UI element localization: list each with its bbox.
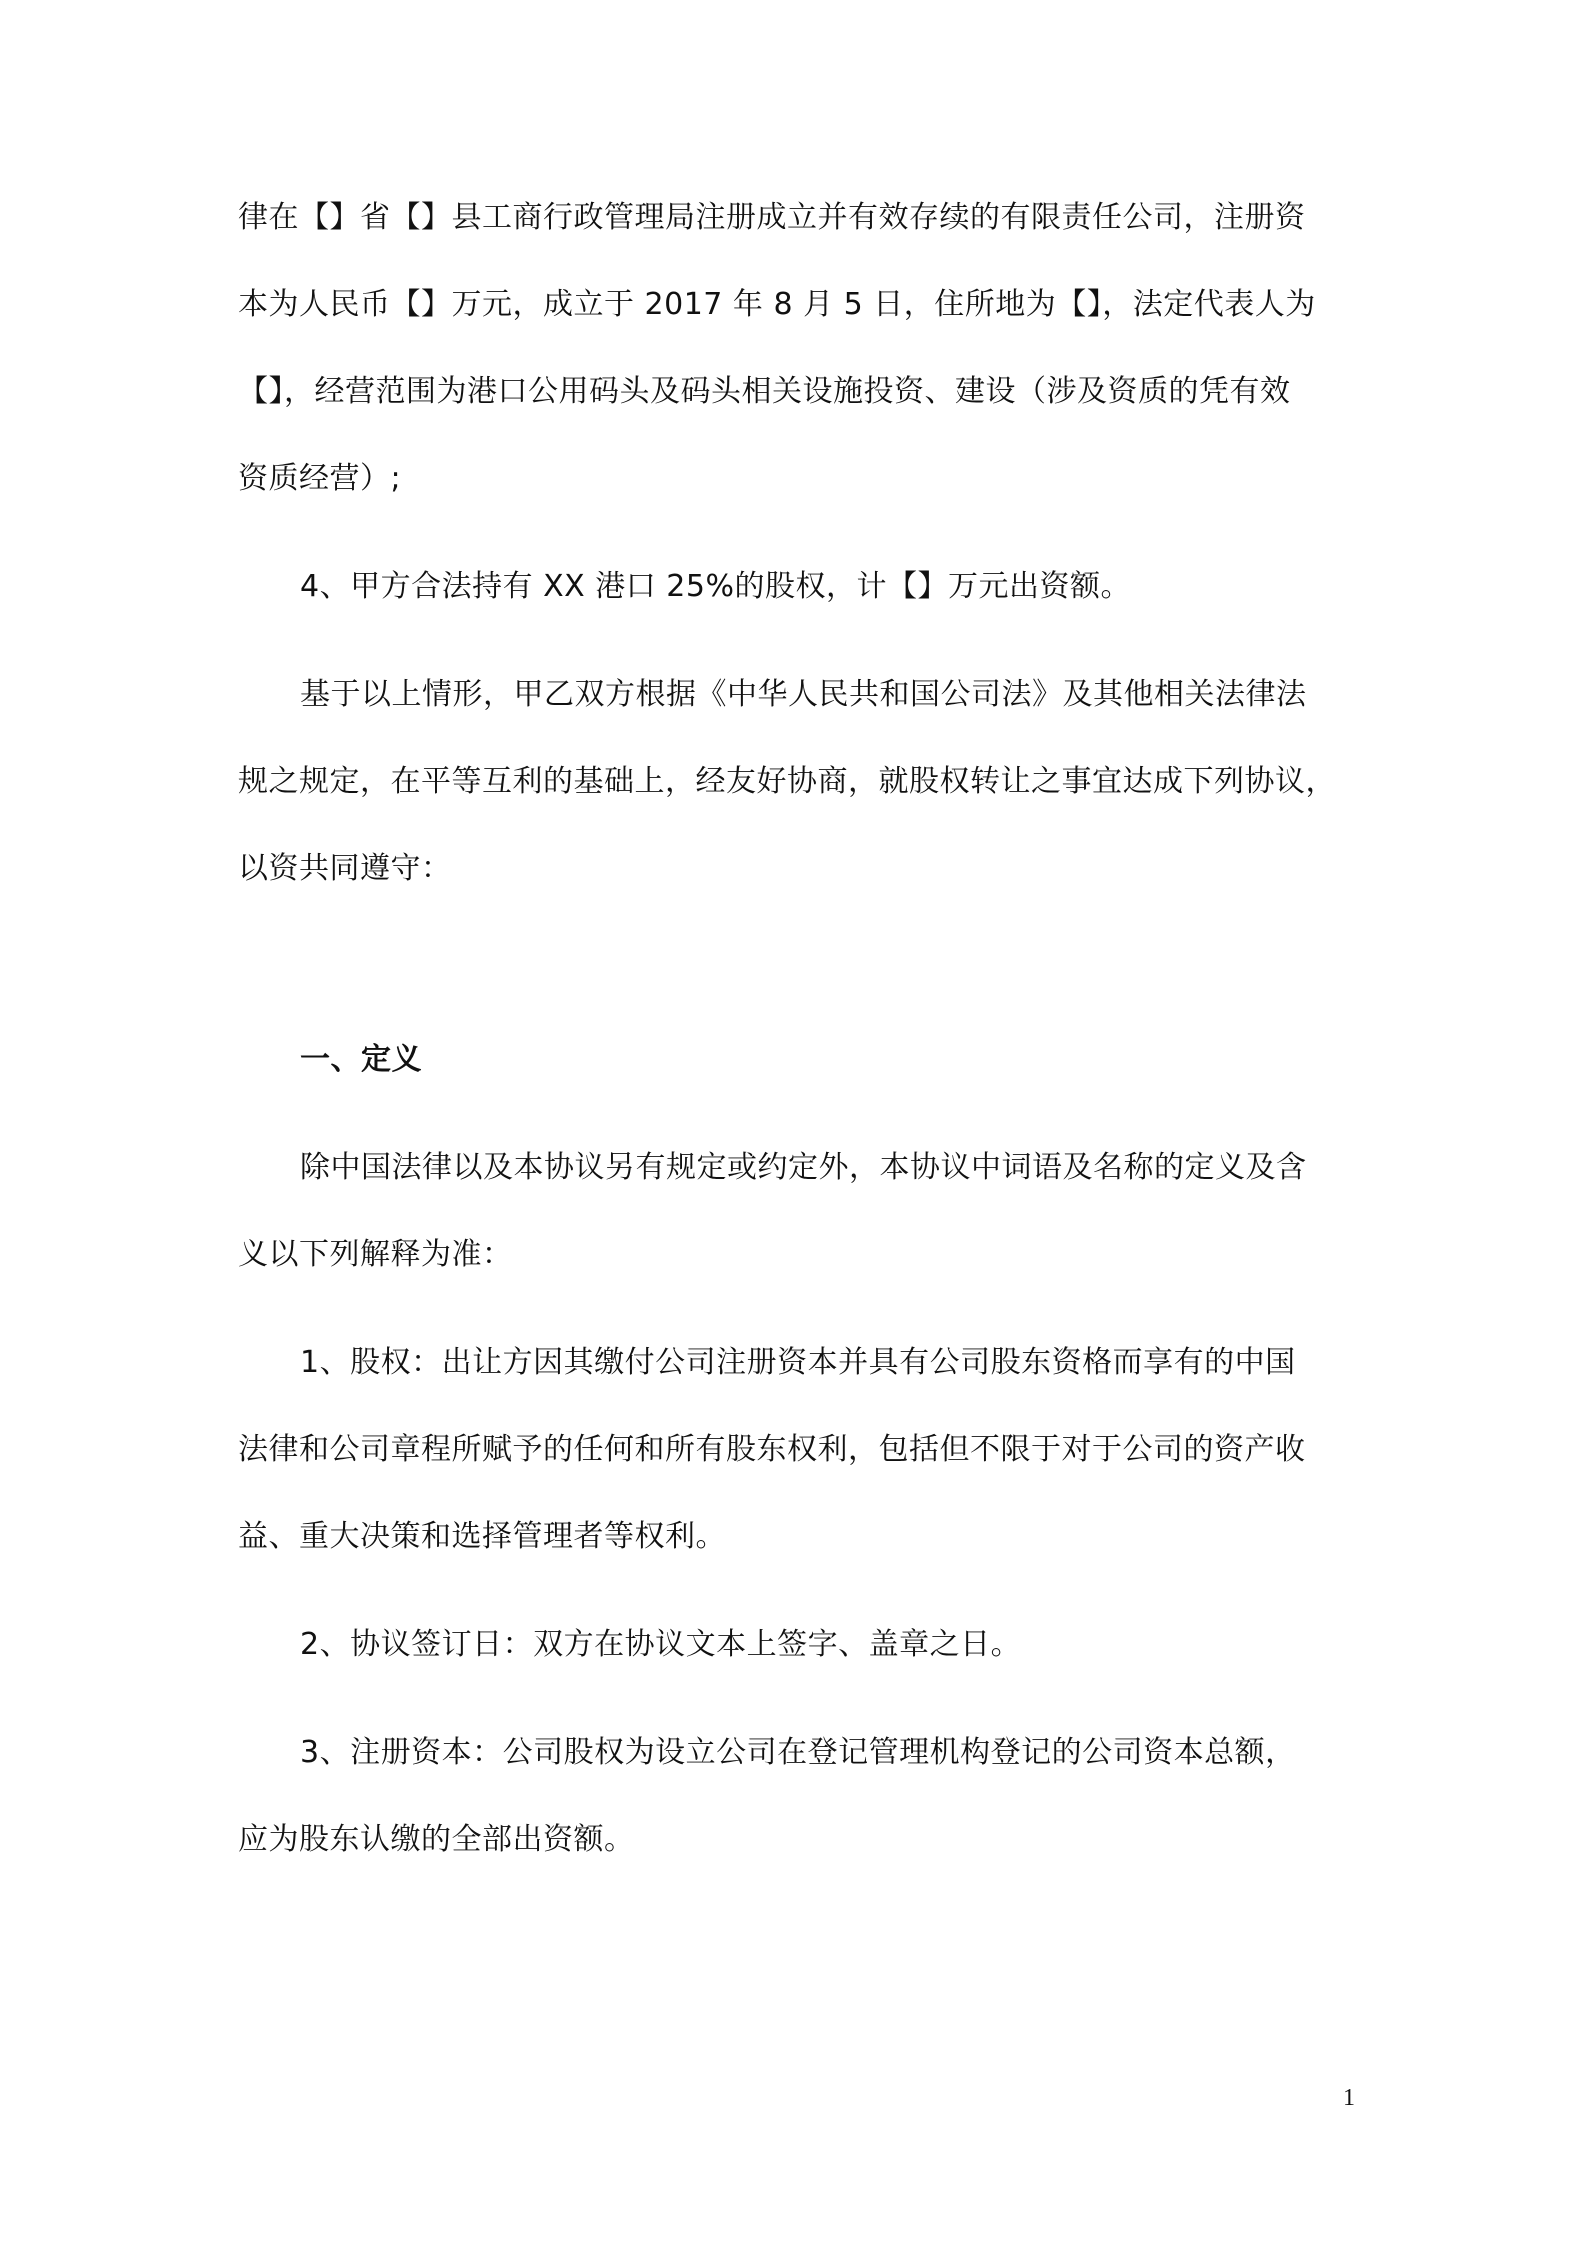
text-line: 应为股东认缴的全部出资额。: [238, 1822, 635, 1857]
text-line: 法律和公司章程所赋予的任何和所有股东权利，包括但不限于对于公司的资产收: [238, 1432, 1306, 1467]
text-line: 1、股权：出让方因其缴付公司注册资本并具有公司股东资格而享有的中国: [300, 1345, 1296, 1380]
text-line: 义以下列解释为准：: [238, 1237, 513, 1272]
text-line: 本为人民币【】万元，成立于 2017 年 8 月 5 日，住所地为【】，法定代表人为: [238, 287, 1316, 322]
section-heading: 一、定义: [300, 1042, 422, 1077]
text-line: 益、重大决策和选择管理者等权利。: [238, 1519, 726, 1554]
text-line: 2、协议签订日：双方在协议文本上签字、盖章之日。: [300, 1627, 1022, 1662]
text-line: 以资共同遵守：: [238, 851, 452, 886]
text-line: 除中国法律以及本协议另有规定或约定外，本协议中词语及名称的定义及含: [300, 1150, 1307, 1185]
text-line: 3、注册资本：公司股权为设立公司在登记管理机构登记的公司资本总额，: [300, 1735, 1296, 1770]
text-line: 【】，经营范围为港口公用码头及码头相关设施投资、建设（涉及资质的凭有效: [238, 374, 1291, 409]
page-number: 1: [1343, 2085, 1355, 2111]
text-line: 4、甲方合法持有 XX 港口 25%的股权，计【】万元出资额。: [300, 569, 1131, 604]
text-line: 基于以上情形，甲乙双方根据《中华人民共和国公司法》及其他相关法律法: [300, 677, 1307, 712]
text-line: 资质经营）;: [238, 461, 402, 496]
text-line: 规之规定，在平等互利的基础上，经友好协商，就股权转让之事宜达成下列协议，: [238, 764, 1336, 799]
text-line: 律在【】省【】县工商行政管理局注册成立并有效存续的有限责任公司，注册资: [238, 200, 1306, 235]
